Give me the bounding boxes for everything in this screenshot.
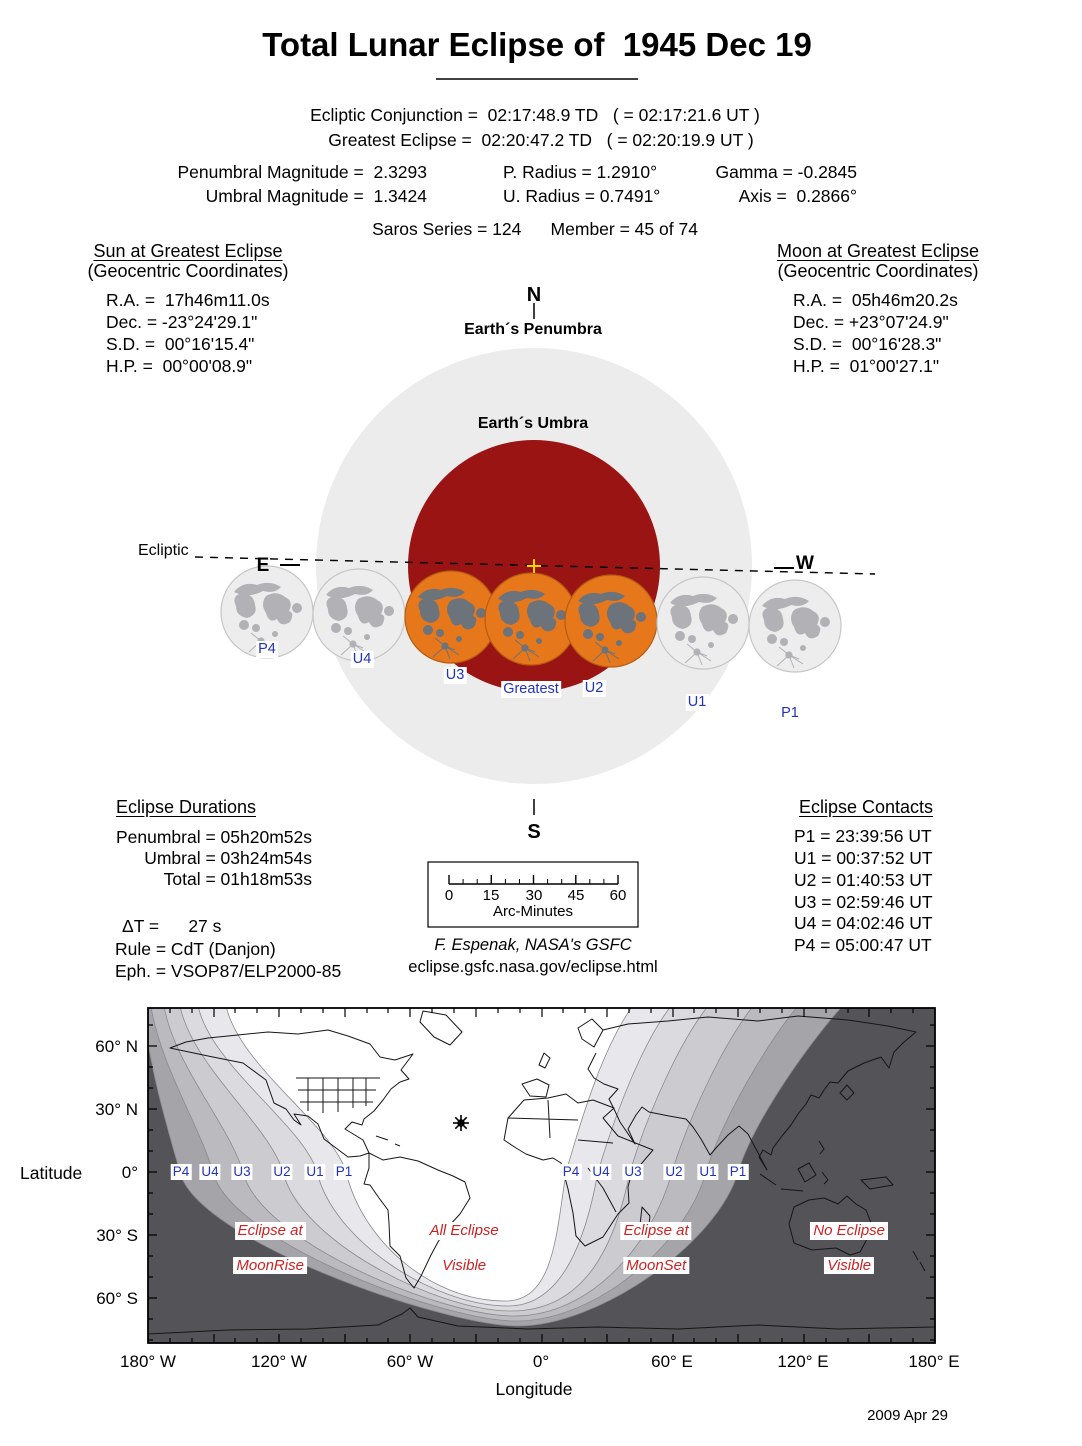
penumbral-magnitude: Penumbral Magnitude = 2.3293: [177, 162, 427, 182]
contact-label-u3: U3: [445, 667, 465, 683]
map-right-p1: P1: [729, 1164, 747, 1179]
north-label: N: [526, 284, 542, 306]
page-title: Total Lunar Eclipse of 1945 Dec 19: [262, 26, 812, 63]
rule: Rule = CdT (Danjon): [115, 939, 276, 959]
contact-label-u4: U4: [352, 651, 372, 667]
sun-sd: S.D. = 00°16'15.4": [106, 334, 255, 354]
saros-line: Saros Series = 124 Member = 45 of 74: [372, 219, 698, 239]
map-left-p4: P4: [172, 1164, 190, 1179]
map-right-u3: U3: [624, 1164, 642, 1179]
map-left-u1: U1: [306, 1164, 324, 1179]
moon-u4-icon: [313, 569, 405, 661]
moon-ra: R.A. = 05h46m20.2s: [793, 290, 958, 310]
penumbra-label: Earth´s Penumbra: [464, 321, 602, 338]
moon-p1-icon: [749, 580, 841, 672]
lon-180w: 180° W: [120, 1352, 176, 1371]
zone-line: Visible: [439, 1257, 489, 1274]
lon-60e: 60° E: [651, 1352, 693, 1371]
lon-180e: 180° E: [908, 1352, 960, 1371]
revision-date: 2009 Apr 29: [867, 1407, 948, 1424]
zone-no-eclipse-visible: [802, 1205, 888, 1274]
lat-30n: 30° N: [95, 1100, 138, 1119]
scale-unit-label: Arc-Minutes: [492, 903, 574, 920]
sun-dec: Dec. = -23°24'29.1": [106, 312, 258, 332]
latitude-axis-title: Latitude: [20, 1163, 83, 1183]
ecliptic-label: Ecliptic: [138, 542, 189, 559]
ecliptic-conjunction-line: Ecliptic Conjunction = 02:17:48.9 TD ( = 02:17:21.6 UT ): [310, 105, 760, 125]
lon-0: 0°: [532, 1352, 550, 1371]
contact-label-p4: P4: [258, 641, 276, 657]
lat-0: 0°: [121, 1163, 138, 1182]
contact-u3-time: U3 = 02:59:46 UT: [794, 892, 933, 912]
lat-60n: 60° N: [95, 1037, 138, 1056]
umbral-magnitude: Umbral Magnitude = 1.3424: [205, 186, 427, 206]
ephemeris: Eph. = VSOP87/ELP2000-85: [115, 961, 342, 981]
moon-u1-icon: [657, 577, 749, 669]
contacts-title: Eclipse Contacts: [798, 797, 934, 817]
lon-60w: 60° W: [386, 1352, 434, 1371]
visibility-bands: [142, 1000, 935, 1343]
moon-block-subtitle: (Geocentric Coordinates): [777, 261, 979, 281]
u-radius: U. Radius = 0.7491°: [503, 186, 661, 206]
lon-120w: 120° W: [251, 1352, 307, 1371]
scale-tick-0: 0: [444, 887, 454, 904]
greatest-eclipse-line: Greatest Eclipse = 02:20:47.2 TD ( = 02:20:19.9 UT ): [328, 130, 754, 150]
scale-tick-15: 15: [482, 887, 500, 904]
lat-60s: 60° S: [96, 1289, 138, 1308]
moon-sd: S.D. = 00°16'28.3": [793, 334, 942, 354]
moon-u2-icon: [565, 575, 657, 667]
lat-30s: 30° S: [96, 1226, 138, 1245]
duration-umbral: Umbral = 03h24m54s: [144, 848, 312, 868]
p-radius: P. Radius = 1.2910°: [503, 162, 658, 182]
moon-hp: H.P. = 01°00'27.1": [793, 356, 940, 376]
moon-block-title: Moon at Greatest Eclipse: [776, 241, 980, 261]
moon-u3-icon: [405, 571, 497, 663]
contact-label-u1: U1: [687, 694, 707, 710]
zone-line: Visible: [824, 1257, 874, 1274]
duration-total: Total = 01h18m53s: [163, 869, 312, 889]
east-label: E: [256, 555, 270, 576]
contact-u4-time: U4 = 04:02:46 UT: [794, 913, 933, 933]
contact-p4-time: P4 = 05:00:47 UT: [794, 935, 932, 955]
contact-u1-time: U1 = 00:37:52 UT: [794, 848, 933, 868]
zenith-star-icon: [453, 1115, 469, 1131]
duration-penumbral: Penumbral = 05h20m52s: [115, 827, 312, 847]
durations-title: Eclipse Durations: [115, 797, 257, 817]
longitude-axis-title: Longitude: [495, 1379, 573, 1399]
contact-u2-time: U2 = 01:40:53 UT: [794, 870, 933, 890]
map-left-u2: U2: [273, 1164, 291, 1179]
contact-label-u2: U2: [584, 680, 604, 696]
visibility-map: [142, 1000, 935, 1343]
credit-url: eclipse.gsfc.nasa.gov/eclipse.html: [408, 958, 658, 976]
zone-line: MoonRise: [233, 1257, 307, 1274]
sun-block-subtitle: (Geocentric Coordinates): [87, 261, 289, 281]
zone-line: No Eclipse: [810, 1222, 888, 1239]
zone-line: Eclipse at: [621, 1222, 692, 1239]
map-right-u4: U4: [592, 1164, 610, 1179]
lon-120e: 120° E: [777, 1352, 829, 1371]
scale-tick-45: 45: [567, 887, 585, 904]
zone-eclipse-at-moonset: [612, 1205, 691, 1274]
moon-greatest-icon: [485, 573, 577, 665]
sun-block-title: Sun at Greatest Eclipse: [93, 241, 283, 261]
scale-tick-30: 30: [525, 887, 543, 904]
axis: Axis = 0.2866°: [738, 186, 857, 206]
umbra-label: Earth´s Umbra: [477, 415, 589, 432]
contact-p1-time: P1 = 23:39:56 UT: [794, 826, 932, 846]
zone-line: Eclipse at: [235, 1222, 306, 1239]
contact-label-p1: P1: [781, 705, 799, 721]
moon-dec: Dec. = +23°07'24.9": [793, 312, 949, 332]
map-right-u1: U1: [699, 1164, 717, 1179]
sun-ra: R.A. = 17h46m11.0s: [106, 290, 270, 310]
west-label: W: [796, 553, 814, 574]
delta-t: ΔT = 27 s: [122, 916, 222, 936]
zone-line: MoonSet: [623, 1257, 689, 1274]
map-left-p1: P1: [335, 1164, 353, 1179]
credit-author: F. Espenak, NASA's GSFC: [434, 936, 632, 954]
zone-all-eclipse-visible: [418, 1205, 502, 1274]
map-left-u3: U3: [233, 1164, 251, 1179]
south-label: S: [527, 821, 541, 843]
map-right-u2: U2: [665, 1164, 683, 1179]
scale-tick-60: 60: [609, 887, 627, 904]
map-right-p4: P4: [562, 1164, 580, 1179]
map-left-u4: U4: [201, 1164, 219, 1179]
sun-hp: H.P. = 00°00'08.9": [106, 356, 253, 376]
gamma: Gamma = -0.2845: [715, 162, 857, 182]
zone-line: All Eclipse: [427, 1222, 502, 1239]
zone-eclipse-at-moonrise: [225, 1205, 307, 1274]
contact-label-greatest: Greatest: [503, 681, 559, 697]
